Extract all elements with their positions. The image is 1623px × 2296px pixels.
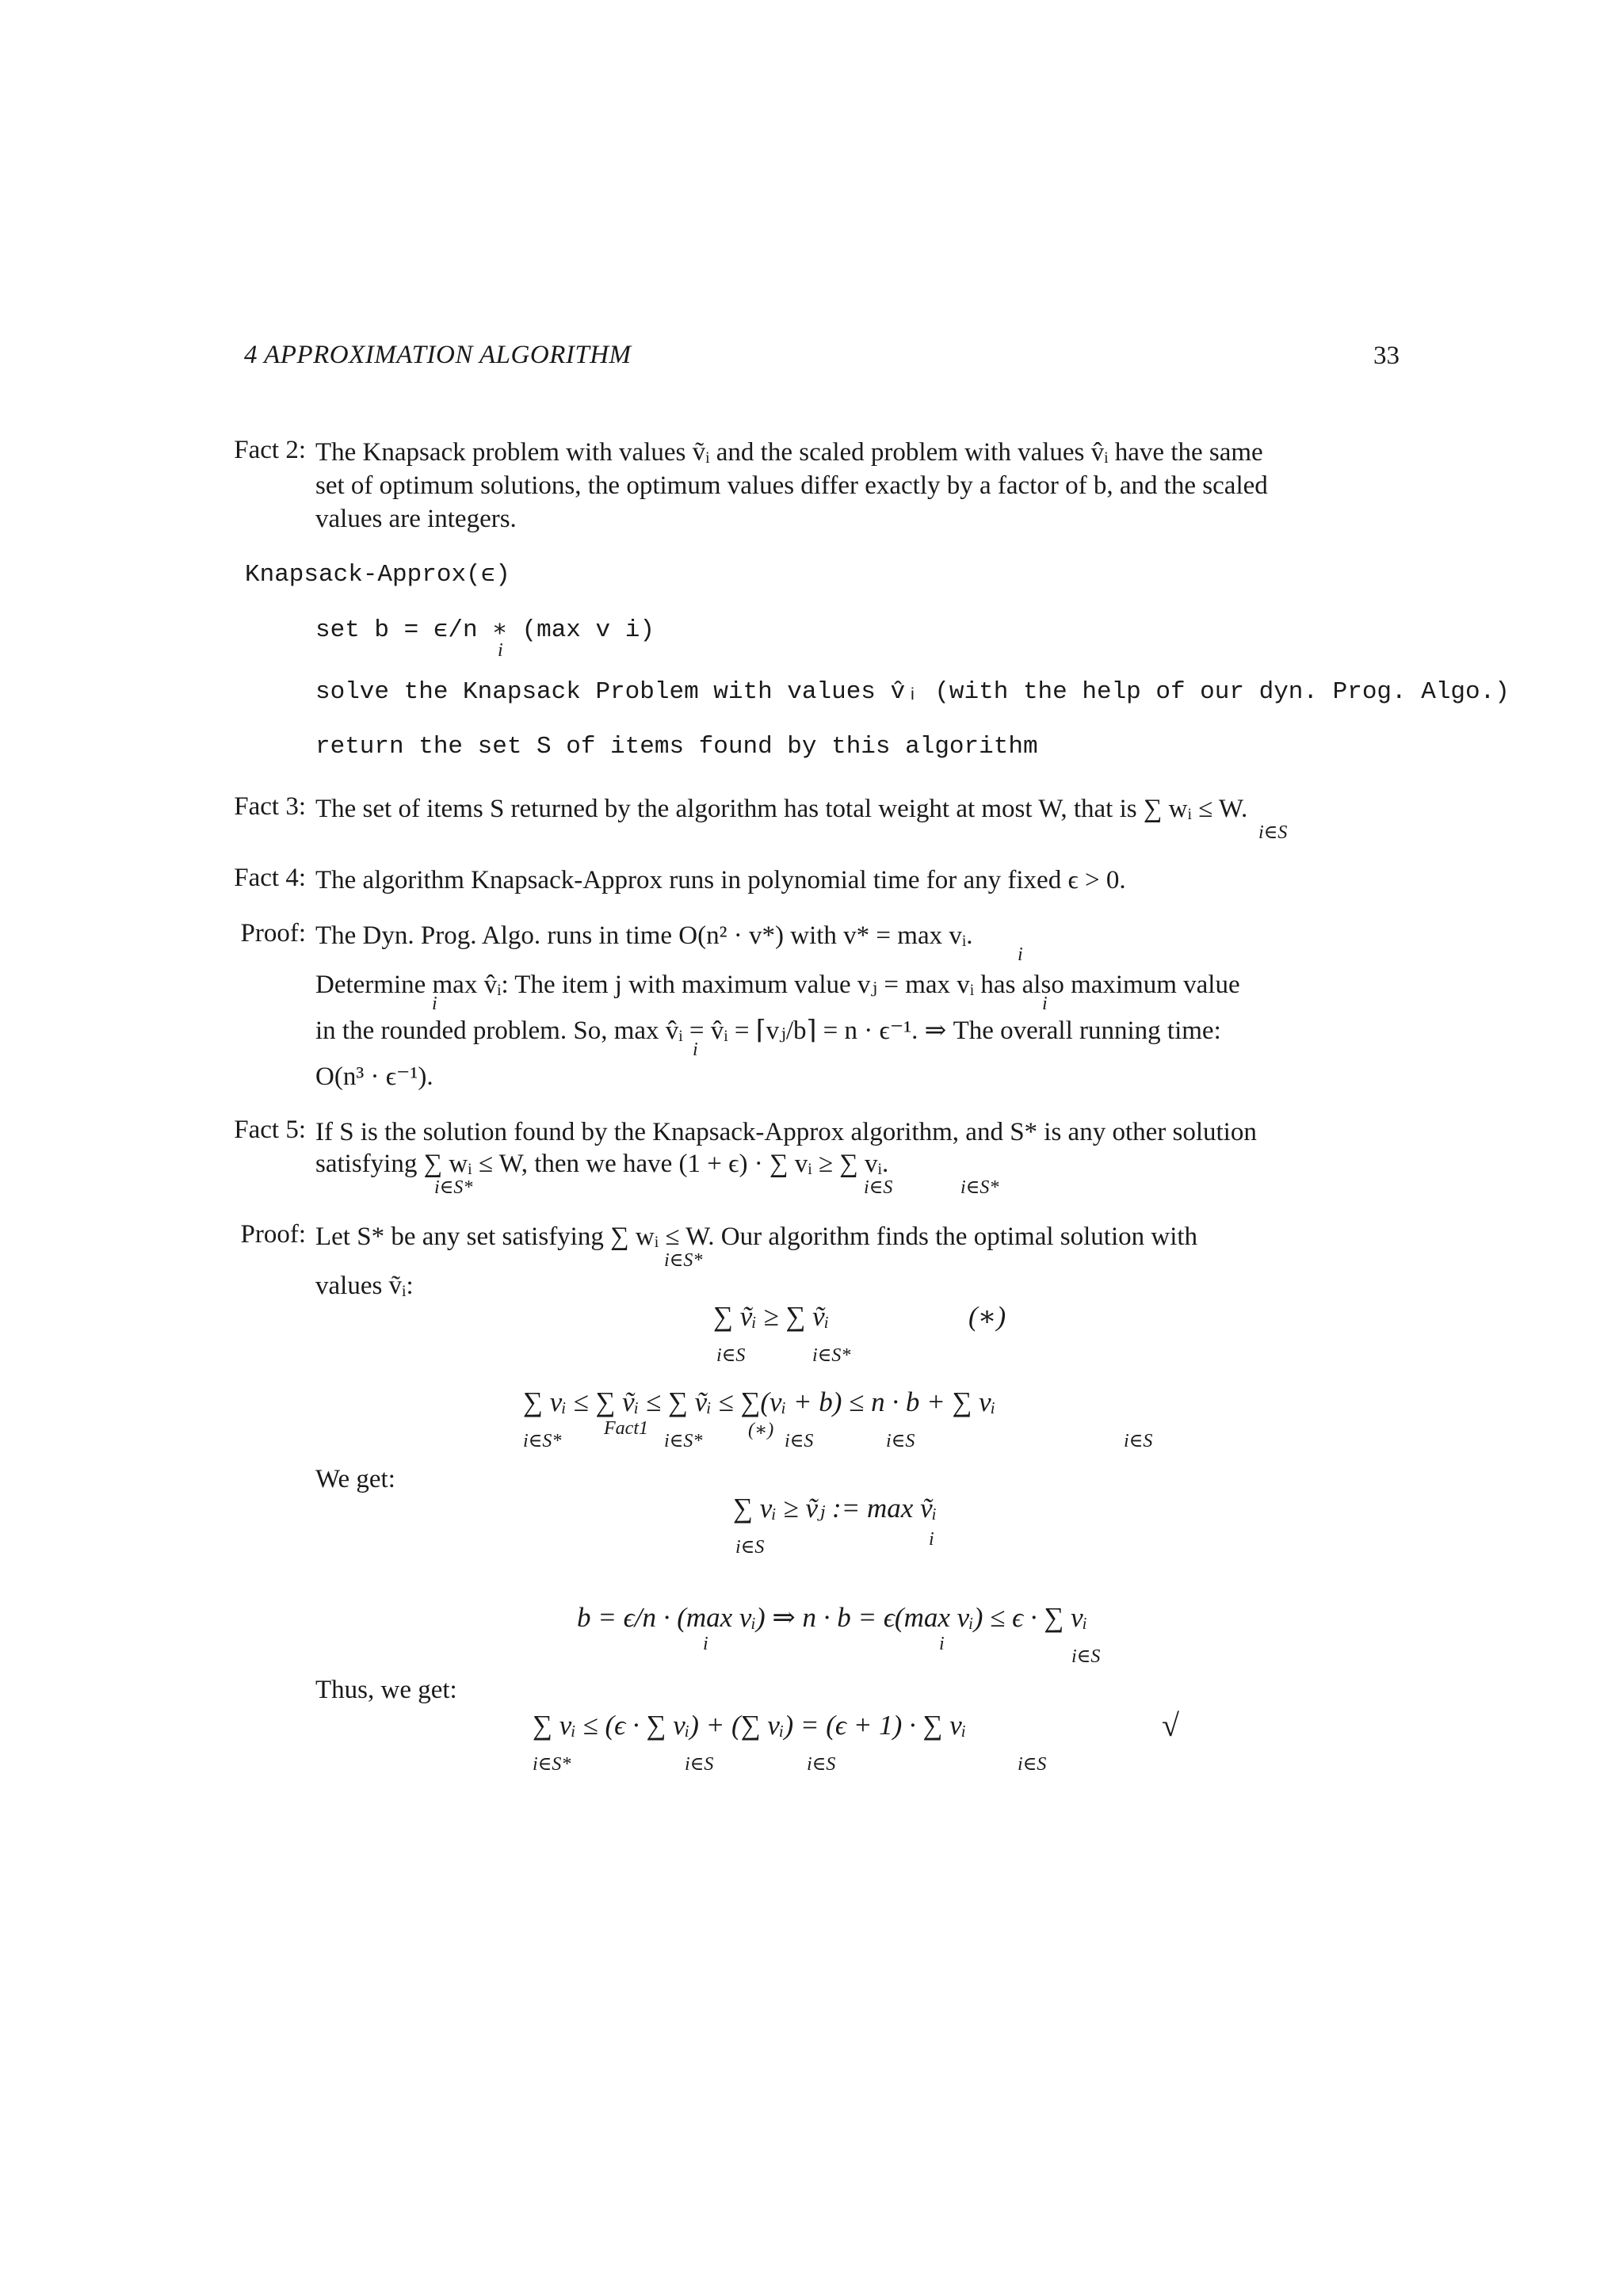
fact2-line: The Knapsack problem with values ṽᵢ and the scaled problem with values v̂ᵢ have the same bbox=[315, 438, 1263, 467]
fact5-label: Fact 5: bbox=[234, 1116, 306, 1144]
fact3-sum-sub: i∈S bbox=[1258, 822, 1288, 843]
fact5-line2: satisfying ∑ wᵢ ≤ W, then we have (1 + ϵ) · ∑ vᵢ ≥ ∑ vᵢ. bbox=[315, 1150, 889, 1178]
equation-4-sub: i bbox=[703, 1634, 708, 1654]
equation-4-sub: i bbox=[939, 1634, 945, 1654]
algorithm-step-return: return the set S of items found by this algorithm bbox=[315, 733, 1038, 761]
fact4-label: Fact 4: bbox=[234, 864, 306, 892]
proof1-line1-sub: i bbox=[1018, 944, 1023, 965]
equation-1-sub: i∈S bbox=[716, 1345, 746, 1366]
equation-2-sub: i∈S bbox=[1124, 1431, 1153, 1451]
thus-we-get-label: Thus, we get: bbox=[315, 1676, 457, 1704]
proof1-line3-sub: i bbox=[693, 1039, 698, 1060]
proof1-line2-sub: i bbox=[432, 994, 437, 1014]
we-get-label: We get: bbox=[315, 1465, 395, 1493]
proof1-line2: Determine max v̂ᵢ: The item j with maximum value vⱼ = max vᵢ has also maximum value bbox=[315, 971, 1240, 999]
fact4-text: The algorithm Knapsack-Approx runs in polynomial time for any fixed ϵ > 0. bbox=[315, 866, 1126, 894]
proof2-label: Proof: bbox=[240, 1220, 306, 1249]
equation-1-sub: i∈S* bbox=[812, 1345, 851, 1366]
running-header-section: 4 APPROXIMATION ALGORITHM bbox=[244, 341, 632, 369]
equation-1: ∑ ṽᵢ ≥ ∑ ṽᵢ bbox=[713, 1301, 830, 1332]
algorithm-name: Knapsack-Approx(ϵ) bbox=[245, 561, 510, 589]
equation-3-sub: i∈S bbox=[735, 1537, 765, 1558]
proof1-line2-sub: i bbox=[1042, 994, 1048, 1014]
algorithm-step-set-b-sub: i bbox=[498, 640, 503, 661]
equation-4: b = ϵ/n · (max vᵢ) ⇒ n · b = ϵ(max vᵢ) ≤ ϵ · ∑ vᵢ bbox=[577, 1602, 1088, 1633]
algorithm-step-set-b: set b = ϵ/n ∗ (max v i) bbox=[315, 616, 655, 644]
proof1-line4: O(n³ · ϵ⁻¹). bbox=[315, 1062, 433, 1091]
equation-2: ∑ vᵢ ≤ ∑ ṽᵢ ≤ ∑ ṽᵢ ≤ ∑(vᵢ + b) ≤ n · b + ∑ vᵢ bbox=[523, 1386, 996, 1417]
equation-2-sub: i∈S bbox=[886, 1431, 915, 1451]
equation-5-sub: i∈S bbox=[685, 1754, 714, 1775]
fact5-line1: If S is the solution found by the Knapsack-Approx algorithm, and S* is any other solution bbox=[315, 1118, 1257, 1146]
equation-1-tag: (∗) bbox=[968, 1301, 1006, 1332]
proof1-line1: The Dyn. Prog. Algo. runs in time O(n² · v*) with v* = max vᵢ. bbox=[315, 921, 973, 950]
fact2-text bbox=[315, 436, 1409, 536]
fact5-line2-sub: i∈S bbox=[864, 1177, 893, 1198]
equation-2-sub: i∈S bbox=[785, 1431, 814, 1451]
checkmark-icon: √ bbox=[1162, 1707, 1179, 1743]
equation-2-sub: Fact1 bbox=[604, 1418, 648, 1439]
page-number: 33 bbox=[1373, 341, 1400, 370]
proof2-line2: values ṽᵢ: bbox=[315, 1272, 414, 1300]
equation-5-sub: i∈S bbox=[807, 1754, 836, 1775]
equation-5-sub: i∈S* bbox=[533, 1754, 571, 1775]
proof2-line1: Let S* be any set satisfying ∑ wᵢ ≤ W. Our algorithm finds the optimal solution with bbox=[315, 1222, 1198, 1251]
equation-5-sub: i∈S bbox=[1018, 1754, 1047, 1775]
algorithm-step-solve: solve the Knapsack Problem with values v̂ᵢ (with the help of our dyn. Prog. Algo.) bbox=[315, 678, 1510, 706]
equation-4-sub: i∈S bbox=[1071, 1646, 1101, 1667]
equation-2-sub: i∈S* bbox=[664, 1431, 703, 1451]
fact5-line2-sub: i∈S* bbox=[434, 1177, 473, 1198]
equation-2-sub: (∗) bbox=[748, 1420, 774, 1440]
fact3-label: Fact 3: bbox=[234, 792, 306, 821]
equation-3: ∑ vᵢ ≥ ṽⱼ := max ṽᵢ bbox=[733, 1493, 938, 1524]
fact2-line: set of optimum solutions, the optimum values differ exactly by a factor of b, and the scaled bbox=[315, 471, 1268, 500]
equation-3-sub: i bbox=[929, 1529, 934, 1550]
equation-2-sub: i∈S* bbox=[523, 1431, 562, 1451]
proof1-line3: in the rounded problem. So, max v̂ᵢ = v̂ᵢ = ⌈vⱼ/b⌉ = n · ϵ⁻¹. ⇒ The overall running time: bbox=[315, 1016, 1221, 1045]
fact5-line2-sub: i∈S* bbox=[960, 1177, 999, 1198]
proof1-label: Proof: bbox=[240, 919, 306, 948]
fact2-line: values are integers. bbox=[315, 505, 517, 533]
fact3-text: The set of items S returned by the algorithm has total weight at most W, that is ∑ wᵢ ≤ W. bbox=[315, 795, 1248, 823]
fact2-label: Fact 2: bbox=[234, 436, 306, 464]
proof2-line1-sub: i∈S* bbox=[664, 1250, 703, 1271]
equation-5: ∑ vᵢ ≤ (ϵ · ∑ vᵢ) + (∑ vᵢ) = (ϵ + 1) · ∑ vᵢ bbox=[533, 1710, 967, 1741]
